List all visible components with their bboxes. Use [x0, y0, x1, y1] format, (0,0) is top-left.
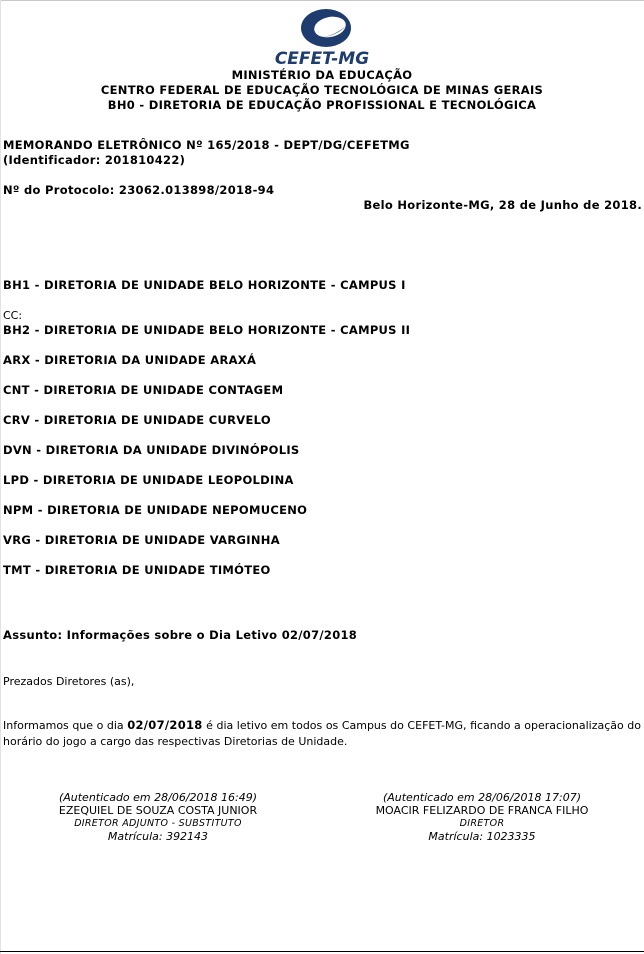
signature-2-role: DIRETOR	[459, 818, 505, 829]
left-border	[0, 0, 1, 954]
memo-identifier: (Identificador: 201810422)	[3, 153, 186, 167]
greeting: Prezados Diretores (as),	[3, 675, 135, 688]
cc-item-arx: ARX - DIRETORIA DA UNIDADE ARAXÁ	[3, 353, 257, 367]
cefet-mg-logo	[272, 6, 372, 68]
cc-item-lpd: LPD - DIRETORIA DE UNIDADE LEOPOLDINA	[3, 473, 294, 487]
memo-title: MEMORANDO ELETRÔNICO Nº 165/2018 - DEPT/DG/CEFETMG	[3, 138, 410, 152]
body-paragraph	[3, 718, 641, 749]
body-date: 02/07/2018	[127, 718, 203, 732]
signature-block-2	[332, 791, 632, 843]
header-institution: CENTRO FEDERAL DE EDUCAÇÃO TECNOLÓGICA DE MINAS GERAIS	[100, 83, 544, 97]
signature-2-registration: Matrícula: 1023335	[428, 830, 536, 843]
bottom-border	[0, 951, 644, 952]
body-text-end: é dia letivo em todos os Campus do CEFET-MG, ficando a operacionalização do horário do jogo a cargo das respectivas Diretorias de Unidade.	[3, 719, 641, 748]
cc-item-dvn: DVN - DIRETORIA DA UNIDADE DIVINÓPOLIS	[3, 443, 300, 457]
cc-item-bh2: BH2 - DIRETORIA DE UNIDADE BELO HORIZONTE - CAMPUS II	[3, 323, 411, 337]
cc-item-crv: CRV - DIRETORIA DE UNIDADE CURVELO	[3, 413, 271, 427]
logo-text: CEFET-MG	[274, 49, 370, 68]
signature-2-auth: (Autenticado em 28/06/2018 17:07)	[382, 791, 582, 804]
cc-item-cnt: CNT - DIRETORIA DE UNIDADE CONTAGEM	[3, 383, 284, 397]
signature-2-name: MOACIR FELIZARDO DE FRANCA FILHO	[375, 804, 589, 817]
signature-1-auth: (Autenticado em 28/06/2018 16:49)	[58, 791, 258, 804]
cc-item-tmt: TMT - DIRETORIA DE UNIDADE TIMÓTEO	[3, 563, 271, 577]
top-border	[0, 0, 644, 1]
signature-1-name: EZEQUIEL DE SOUZA COSTA JUNIOR	[58, 804, 258, 817]
subject: Assunto: Informações sobre o Dia Letivo 02/07/2018	[3, 628, 358, 642]
recipient: BH1 - DIRETORIA DE UNIDADE BELO HORIZONTE - CAMPUS I	[3, 278, 406, 292]
cc-item-npm: NPM - DIRETORIA DE UNIDADE NEPOMUCENO	[3, 503, 308, 517]
signature-1-registration: Matrícula: 392143	[107, 830, 209, 843]
header-department: BH0 - DIRETORIA DE EDUCAÇÃO PROFISSIONAL E TECNOLÓGICA	[107, 98, 537, 112]
cc-label: CC:	[3, 309, 23, 322]
memo-protocol: Nº do Protocolo: 23062.013898/2018-94	[3, 183, 275, 197]
header-ministry: MINISTÉRIO DA EDUCAÇÃO	[231, 68, 413, 82]
signature-1-role: DIRETOR ADJUNTO - SUBSTITUTO	[74, 818, 242, 829]
cc-item-vrg: VRG - DIRETORIA DE UNIDADE VARGINHA	[3, 533, 280, 547]
signature-block-1	[8, 791, 308, 843]
memo-place-date: Belo Horizonte-MG, 28 de Junho de 2018.	[363, 198, 642, 212]
body-text-start: Informamos que o dia	[3, 719, 128, 732]
